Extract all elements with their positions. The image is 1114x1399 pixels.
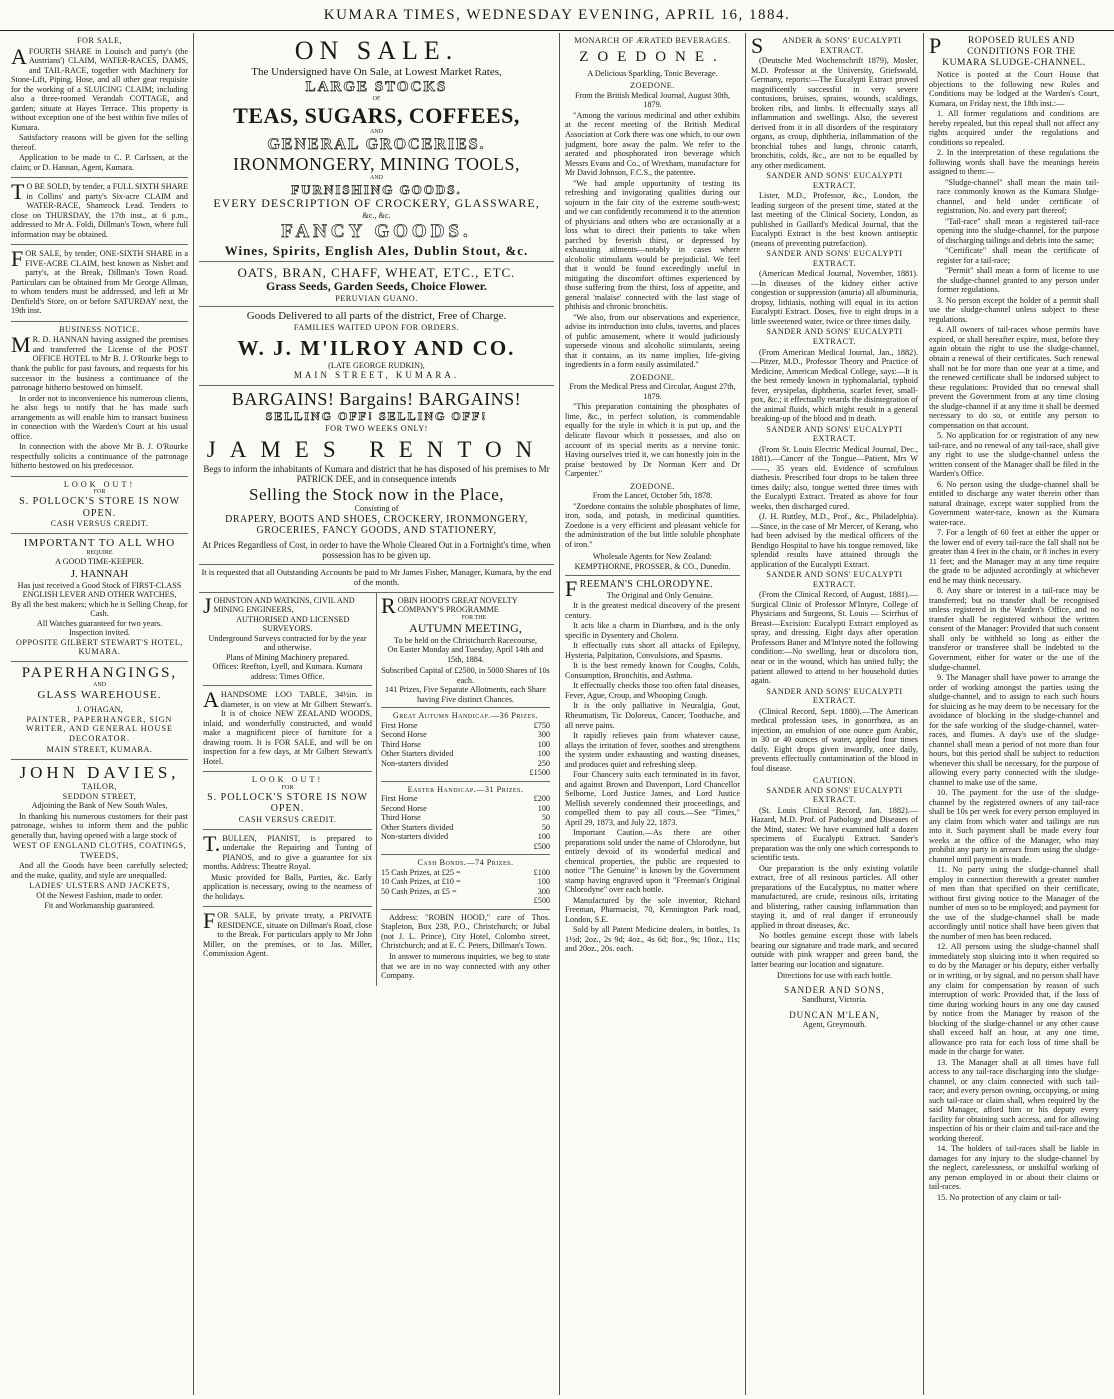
prize-label: First Horse: [381, 720, 418, 730]
ad-subheading: ZOEDONE.: [630, 481, 675, 491]
ad-heading: LOOK OUT!: [63, 479, 136, 489]
ad-subheading: SANDER AND SONS' EUCALYPTI EXTRACT.: [766, 171, 903, 190]
prize-label: Other Starters divided: [381, 749, 454, 759]
ad-text: LADIES' ULSTERS AND JACKETS,: [29, 881, 170, 891]
prize-row: [381, 721, 550, 731]
ad-private-residence: [203, 907, 372, 964]
ad-text: KEMPTHORNE, PROSSER, & CO., Dunedin.: [574, 561, 731, 571]
ad-body: FOR SALE, by tender, ONE-SIXTH SHARE in a FIVE-ACRE CLAIM, best known as Nisbet and party's, at the Break, Dillman's Town Road. Particulars can be obtained from Mr George Allman, to whom tenders must be addressed, and left at Mr Denfield's Store, on or before SATURDAY next, the 19th inst.: [11, 246, 188, 316]
ad-loo-table: [203, 686, 372, 772]
prize-table-total: £500: [533, 841, 550, 851]
ad-heading: FREEMAN'S CHLORODYNE.: [565, 576, 714, 602]
prize-label: Second Horse: [381, 803, 427, 813]
prize-value: 50: [541, 813, 550, 823]
ad-text: CASH VERSUS CREDIT.: [238, 815, 337, 825]
ad-body: In thanking his numerous customers for their past patronage, wishes to inform them and the public generally that, having opened with a large stock of: [11, 811, 188, 840]
ad-text: Subscribed Capital of £2500, in 5000 Shares of 10s each.: [381, 666, 550, 685]
ad-body: Sold by all Patent Medicine dealers, in bottles, 1s 1½d; 2oz., 2s 9d; 4oz., 4s 6d; 8oz., 9s; 10oz., 11s; and 20oz., 20s. each.: [565, 925, 740, 954]
ad-text: FOR THE: [461, 614, 487, 621]
ad-text: CASH VERSUS CREDIT.: [50, 519, 149, 529]
ad-body: And all the Goods have been carefully selected; and the make, quality, and style are unequalled.: [11, 861, 188, 880]
ad-tender-nisbet: [11, 245, 188, 322]
prize-table-heading: Cash Bonds.—74 Prizes.: [417, 858, 514, 868]
notice-rule: 13. The Manager shall at all times have full access to any tail-race discharging into the sludge-channel, or any claim connected with such tail-race; and every person owning, occupying, or using such tail-race or claim shall, when required by the said Manager, afford him or his deputy every facility for obtaining such access, and for allowing inspection of his or their claim and tail-race and the working thereof.: [929, 1057, 1099, 1143]
ad-text: Adjoining the Bank of New South Wales,: [31, 801, 168, 811]
prize-label: Second Horse: [381, 730, 427, 740]
ad-text: The Original and Only Genuine.: [606, 590, 713, 600]
page-columns: [6, 33, 1108, 1395]
ad-title: GENERAL GROCERIES.: [267, 135, 486, 153]
notice-rule: 8. Any share or interest in a tail-race may be transferred; but no transfer shall be recognised unless registered in the Warden's Office, and no transfer shall be registered without the written consent of the Manager: Provided that such consent shall only be withheld so long as either the transferor or transferee shall be indebted to the Government, either for water or the use of the sludge-channel.: [929, 586, 1099, 672]
ad-heading: ON SALE.: [294, 36, 459, 65]
prize-value: £750: [533, 720, 550, 730]
ad-text: A GOOD TIME-KEEPER.: [55, 556, 144, 566]
ad-title: TEAS, SUGARS, COFFEES,: [233, 103, 520, 129]
prize-label: Third Horse: [381, 739, 421, 749]
ad-zoedone: [565, 33, 740, 576]
ad-subheading: SANDER AND SONS' EUCALYPTI EXTRACT.: [766, 249, 903, 268]
column-4: [746, 33, 924, 1395]
ad-body: "Among the various medicinal and other exhibits at the recent meeting of the British Medical Association at Cork there was one which, to our own judgment, bore away the palm. We refer to the aerated and phosphorated iron beverage which Messrs Evans and Co., of Wrexham, manufacture for Mr David Johnson, F.C.S., the patentee.: [565, 110, 740, 178]
ad-text: Inspection invited.: [69, 628, 130, 638]
ad-subheading: SANDER AND SONS' EUCALYPTI EXTRACT.: [766, 686, 903, 706]
ad-firm-name: W. J. M'ILROY AND CO.: [237, 336, 516, 361]
ad-text: 141 Prizes, Five Separate Allotments, each Share having Five distinct Chances.: [385, 685, 546, 704]
prize-row: [381, 877, 550, 887]
notice-body: Notice is posted at the Court House that objections to the following new Rules and Conditions may be lodged at the Warden's Court, Kumara, on Friday next, the 18th inst.:—: [929, 70, 1099, 108]
prize-row: [381, 823, 550, 833]
ad-text: FOR TWO WEEKS ONLY!: [325, 423, 428, 433]
ad-heading: IMPORTANT TO ALL WHO: [23, 536, 176, 549]
prize-row: [381, 868, 550, 878]
ad-text: Begs to inform the inhabitants of Kumara and district that he has disposed of his premises to Mr PATRICK DEE, and in consequence intends: [203, 463, 550, 485]
prize-row: [381, 794, 550, 804]
notice-rule: 5. No application for or registration of any new tail-race, and no renewal of any tail-race, shall give any right to use the sludge-channel unless the written consent of the Manager shall be filed in the Warden's Office.: [929, 431, 1099, 479]
ad-body: Manufactured by the sole inventor, Richard Freeman, Pharmacist, 70, Kennington Park road, London, S.E.: [565, 895, 740, 924]
notice-rule: 14. The holders of tail-races shall be liable in damages for any injury to the sludge-channel by the neglect, carelessness, or unskilful working of any person employed in or about their claims or tail-races.: [929, 1144, 1099, 1192]
column-2-lower: [199, 593, 554, 986]
ad-body: In order not to inconvenience his numerous clients, he also begs to notify that he has made such arrangements as will enable him to transact business in connection with the Warden's Court at his usual office.: [11, 393, 188, 441]
ad-johnston-watkins: [203, 593, 372, 687]
ad-business-notice: [11, 322, 188, 477]
prize-value: 100: [537, 877, 550, 887]
prize-value: 100: [537, 749, 550, 759]
ad-body: FOR SALE, by private treaty, a PRIVATE RESIDENCE, situate on Dillman's Road, close to the Break. For particulars apply to Mr John Miller, on the premises, or to Jas. Miller, Commission Agent.: [203, 908, 372, 959]
ad-body: (J. H. Ruttley, M.D., Prof., &c., Philadelphia).—Since, in the case of Mr Mercer, of Kerang, who had been advised by the medical officers of the Bendigo Hospital to have his tongue removed, like splendid results have attained through the application of the Eucalypti Extract.: [751, 512, 918, 569]
ad-title: JAMES RENTON: [206, 437, 547, 463]
ad-text: Grass Seeds, Garden Seeds, Choice Flower.: [266, 278, 487, 293]
ad-text: Directions for use with each bottle.: [776, 970, 893, 980]
ad-text: Agent, Greymouth.: [802, 1020, 867, 1030]
notice-definition: "Permit" shall mean a form of license to use the sludge-channel granted to any person under former regulations.: [937, 266, 1099, 295]
ad-text: FOR: [93, 489, 106, 496]
ad-text: To be held on the Christchurch Racecourse,: [394, 635, 537, 645]
prize-table-total: £500: [533, 896, 550, 906]
ad-body: No bottles genuine except those with labels bearing our signature and trade mark, and secured outside with pink wrapper and green band, the latter bearing our location and signature.: [751, 931, 918, 969]
ad-subheading: SANDER AND SONS' EUCALYPTI EXTRACT.: [766, 424, 903, 444]
ad-body: It is the only palliative in Neuralgia, Gout, Rheumatism, Tic Doloreux, Cancer, Toothache, and all nerve pains.: [565, 701, 740, 730]
ad-body: In connection with the above Mr B. J. O'Rourke respectfully solicits a continuance of the patronage hitherto bestowed on his predecessor.: [11, 442, 188, 471]
ad-body: Important Caution.—As there are other preparations sold under the name of Chlorodyne, but entirely devoid of its wonderful medical and chemical properties, the public are requested to notice "The Genuine" is known by the Government stamp having engraved upon it "Freeman's Original Chlorodyne" over each bottle.: [565, 828, 740, 895]
ad-text: Wholesale Agents for New Zealand:: [592, 552, 713, 562]
ad-text: Selling the Stock now in the Place,: [249, 484, 504, 504]
ad-text: Plans of Mining Machinery prepared.: [225, 652, 349, 662]
ad-text: At Prices Regardless of Cost, in order to have the Whole Cleared Out in a Fortnight's time, when possession has to be given up.: [202, 540, 551, 561]
ad-text: Sandhurst, Victoria.: [801, 995, 868, 1005]
ad-text: MAIN STREET, KUMARA.: [293, 370, 460, 381]
ad-body: (Deutsche Med Wochenschrift 1879), Mosler, M.D. Professor at the University, Griefswald, Germany, reports:—The Eucalypti Extract proved magnificently successful in very severe contusions, bruises, sprains, wounds, scaldings, broken ribs, and limbs. It effectually stays all inflammation and swellings. Also, the severest derived from it in all disorders of the respiratory organs, as croup, diphtheria, inflammation of the bronchial tubes and lungs, chronic catarrh, bronchitis, colds, &c., are not to be equalled by any other medicament.: [751, 56, 918, 170]
ad-text: FOR: [281, 784, 294, 791]
ad-text: Goods Delivered to all parts of the district, Free of Charge.: [246, 310, 507, 323]
ad-body: Our preparation is the only existing volatile extract, free of all resinous particles. All other preparations of the Eucalyptus, no matter where manufactured, are crude, resinous oils, irritating and blistering, rather causing inflammation than staying it, and of real danger if erroneously applied in throat diseases, &c.: [751, 863, 918, 930]
ad-text: Underground Surveys contracted for by the year and otherwise.: [208, 633, 367, 653]
notice-rule: 11. No party using the sludge-channel shall employ in connection therewith a greater number of men than that specified on their certificate, without first giving notice to the Manager of the number of men so to be employed; and payment for the use of the sludge-channel shall be made accordingly until notice shall have been given that the number of men has been reduced.: [929, 865, 1099, 941]
ad-hannah-watches: [11, 534, 188, 662]
ad-subheading: CAUTION.: [813, 776, 856, 786]
ad-title: ZOEDONE.: [579, 48, 726, 65]
ad-title: AUTUMN MEETING,: [409, 620, 522, 635]
ad-title: J. O'HAGAN,: [76, 705, 123, 715]
ad-body: It effectually cuts short all attacks of Epilepsy, Hysteria, Palpitation, Convulsions, and Spasms.: [565, 641, 740, 660]
ad-body: T.BULLEN, PIANIST, is prepared to undertake the Repairing and Tuning of PIANOS, and to give a guarantee for six months. Address: Theatre Royal.: [203, 830, 372, 872]
ad-source: From the British Medical Journal, August 30th, 1879.: [574, 90, 731, 110]
ad-text: OF: [372, 96, 381, 103]
notice-rule: 4. All owners of tail-races whose permits have expired, or shall hereafter expire, must, before they again obtain the right to use the sludge-channel, obtain a renewal of their certificates. Such renewal shall not be for more than one year at a time, and the renewed certificate shall be indorsed subject to these regulations: Provided that no renewal shall prevent the Government from at any time closing the sludge-channel if at any time it shall be deemed necessary to do so, or entitle any person to compensation on that account.: [929, 325, 1099, 430]
ad-heading: MONARCH OF ÆRATED BEVERAGES.: [574, 36, 731, 45]
notice-definition: "Certificate" shall mean the certificate of register for a tail-race;: [937, 246, 1099, 265]
ad-subheading: ZOEDONE.: [630, 81, 675, 91]
prize-value: 50: [541, 822, 550, 832]
prize-label: 50 Cash Prizes, at £5 =: [381, 886, 457, 896]
ad-sander-eucalypti: [751, 33, 918, 1034]
ad-title: S. POLLOCK'S STORE IS NOW OPEN.: [19, 496, 180, 519]
column-3: [560, 33, 746, 1395]
prize-row: [381, 749, 550, 759]
ad-heading: ROBIN HOOD'S GREAT NOVELTY COMPANY'S PROGRAMME: [381, 592, 518, 618]
prize-row: [381, 740, 550, 750]
notice-rule: 3. No person except the holder of a permit shall use the sludge-channel unless subject to these regulations.: [929, 295, 1099, 324]
ad-body: It effectually checks those too often fatal diseases, Fever, Ague, Croup, and Whooping Cough.: [565, 681, 740, 700]
ad-text: All Watches guaranteed for two years.: [36, 618, 163, 628]
ad-body: (Clinical Record, Sept. 1880).—The American medical profession uses, in gonorrhœa, as an injection, an emulsion of one ounce gum Arabic, in 30 or 40 ounces of water, applied four times daily. Eight drops given inwardly, once daily, prevents effectually contamination of the blood in foul disease.: [751, 706, 918, 773]
ad-text: Consisting of: [354, 504, 399, 514]
prize-value: 100: [537, 832, 550, 842]
prize-table-eh: [381, 794, 550, 842]
prize-value: 100: [537, 803, 550, 813]
ad-text: AND: [370, 175, 383, 182]
ad-text: &c., &c.: [362, 211, 391, 221]
ad-body: Music provided for Balls, Parties, &c. Early application is necessary, owing to the nearness of the holidays.: [203, 872, 372, 901]
ad-source: From the Medical Press and Circular, August 27th, 1879.: [569, 382, 736, 401]
prize-label: Non-starters divided: [381, 832, 449, 842]
notice-rule: 2. In the interpretation of these regulations the following words shall have the meanings herein assigned to them:—: [929, 148, 1099, 177]
ad-john-davies: [11, 760, 188, 914]
ad-text: AUTHORISED AND LICENSED SURVEYORS.: [236, 614, 350, 634]
ad-body: (American Medical Journal, November, 1881).—In diseases of the kidney either active congestion or suppression (anuria) all albuminuria, dropsy, lithiasis, nothing will equal in its action Eucalypti Extract. Doses, five to eight drops in a little sweetened water, twice or three times daily.: [751, 269, 918, 326]
ad-title: FURNISHING GOODS.: [291, 182, 462, 198]
notice-rule: 10. The payment for the use of the sludge-channel by the registered owners of any tail-race shall be 10s per week for every person employed in any claim from which water and tailings are run into it. Such payment shall be made every four weeks at the office of the Manager, who may prohibit any party in arrears from using the sludge-channel until payment is made.: [929, 788, 1099, 864]
ad-text: It is requested that all Outstanding Accounts be paid to Mr James Fisher, Manager, Kumara, by the end of the month.: [201, 566, 552, 587]
ad-body: "This preparation containing the phosphates of lime, &c., in perfect solution, is commendable equally for the style in which it is put up, and the delicate flavour which it possesses, and also on account of its special merits as a nervine tonic. Having ourselves tried it, we can honestly join in the praise bestowed by Dr Norman Kerr and Dr Carpenter.": [565, 402, 740, 479]
ad-text: AND: [93, 682, 106, 689]
ad-text: SELLING OFF! SELLING OFF!: [265, 408, 488, 423]
ad-heading: JOHNSTON AND WATKINS, CIVIL AND MINING ENGINEERS,: [203, 592, 355, 618]
prize-value: 300: [537, 730, 550, 740]
prize-row: [381, 730, 550, 740]
ad-body: In answer to numerous inquiries, we beg to state that we are in no way connected with any other Company.: [381, 952, 550, 981]
prize-table-cb: [381, 868, 550, 897]
ad-subheading: SANDER AND SONS' EUCALYPTI EXTRACT.: [766, 327, 903, 346]
prize-label: First Horse: [381, 794, 418, 804]
notice-rule: 12. All persons using the sludge-channel shall immediately stop sluicing into it when required so to do by the Manager or his deputy, either verbally or in writing, or by signal, and no person shall have any claim for compensation by reason of such interruption of work: Provided that, if the loss of time during working hours in any one day caused by notice from the Manager by reason of the blocking of the sludge-channel or any other cause shall exceed half an hour, at any one time, allowance pro rata for each loss of time shall be made in the charge for water.: [929, 942, 1099, 1057]
prize-row: [381, 887, 550, 897]
prize-label: Other Starters divided: [381, 822, 454, 832]
ad-body: Lister, M.D., Professor, &c., London, the leading surgeon of the present time, stated at the last meeting of the Clinical Society, London, as published in Gaillard's Medical Journal, that the Eucalypti Extract is the best known antiseptic (means of preventing putrefaction).: [751, 191, 918, 248]
ad-subheading: ZOEDONE.: [630, 372, 675, 382]
ad-text: OATS, BRAN, CHAFF, WHEAT, ETC., ETC.: [237, 264, 516, 280]
ad-text: A Delicious Sparkling, Tonic Beverage.: [587, 68, 718, 78]
ad-claim-for-sale: [11, 33, 188, 178]
prize-label: Third Horse: [381, 813, 421, 823]
notice-rule: 9. The Manager shall have power to arrange the order of working amongst the parties using the sludge-channel, and to assign to each such hours for sluicing as he may deem to be necessary for the avoidance of blocking in the sludge-channel and for the safe working of the sludge-channel, water-races, and flumes. A day's use of the sludge-channel shall mean a period of not more than four hours, but this period shall be subject to reduction whenever this shall be necessary, for the purpose of allowing every party connected with the sludge-channel to make use of the same.: [929, 673, 1099, 787]
notice-rule: 6. No person using the sludge-channel shall be entitled to discharge any water therein other than natural drainage, except water supplied from the Government water-race, known as the Kumara water-race.: [929, 479, 1099, 527]
ad-subheading: SANDER AND SONS' EUCALYPTI EXTRACT.: [766, 785, 903, 805]
ad-bullen-pianist: [203, 830, 372, 908]
ad-body: "Zoedone contains the soluble phosphates of lime, iron, soda, and potash, in medicinal quantities. Zoedone is a very efficient and pleasant vehicle for the administration of the but little soluble phosphate of iron.": [565, 501, 740, 549]
prize-row: [381, 759, 550, 769]
ad-pollock-store: [11, 477, 188, 534]
ad-subheading: SANDER AND SONS' EUCALYPTI EXTRACT.: [766, 570, 903, 589]
ad-body: "We also, from our observations and experience, advise its introduction into clubs, taverns, and places of public amusement, where it would judiciously supersede vinous and alcoholic stimulants, seeing that it contains, as its name implies, life-giving ingredients in a form easily assimilated.": [565, 312, 740, 370]
ad-title: IRONMONGERY, MINING TOOLS,: [232, 154, 521, 175]
ad-text: REQUIRE: [86, 549, 113, 556]
ad-title: J. HANNAH: [70, 568, 129, 581]
ad-text: On Easter Monday and Tuesday, April 14th and 15th, 1884.: [387, 645, 544, 664]
ad-body: Application to be made to C. P. Carlssen, at the claim; or D. Hannan, Agent, Kumara.: [11, 153, 188, 172]
ad-body: It rapidly relieves pain from whatever cause, allays the irritation of fever, soothes and strengthens the system under exhausting and wasting diseases, and produces quiet and refreshing sleep.: [565, 731, 740, 769]
ad-text: LARGE STOCKS: [305, 78, 448, 95]
prize-row: [381, 813, 550, 823]
notice-definition: "Tail-race" shall mean a registered tail-race opening into the sludge-channel, for the purpose of discharging tailings and debris into the same;: [937, 216, 1099, 245]
ad-body: Address: "ROBIN HOOD," care of Thos. Stapleton, Box 238, P.O., Christchurch; or Jubal (not J. L. Prince), City Hotel, Colombo street, Christchurch; and at E. C. Peters, Dillman's Town.: [381, 912, 550, 951]
prize-table-heading: Great Autumn Handicap.—36 Prizes.: [392, 711, 539, 721]
notice-heading: PROPOSED RULES AND CONDITIONS FOR THE KUMARA SLUDGE-CHANNEL.: [929, 33, 1086, 69]
prize-table-gah: [381, 721, 550, 769]
notice-sludge-channel-rules: [929, 33, 1099, 1207]
ad-mcilroy: [199, 33, 554, 386]
ad-text: Fit and Workmanship guaranteed.: [44, 900, 155, 910]
ad-heading: BUSINESS NOTICE.: [59, 324, 140, 334]
column-2: [194, 33, 560, 1395]
ad-text: (LATE GEORGE RUDKIN),: [328, 360, 425, 370]
ad-body: Four Chancery suits each terminated in its favor, and against Brown and Davenport, Lord Chancellor Selborne, Lord Justice James, and Lord Justice Mellish severely condemned their proceedings, and compelled them to pay all costs.—See "Times," April 29, 1873, and July 22, 1873.: [565, 770, 740, 827]
prize-table-total: £1500: [529, 768, 550, 778]
ad-text: WEST OF ENGLAND CLOTHS, COATINGS, TWEEDS,: [12, 841, 187, 860]
ad-text: OPPOSITE GILBERT STEWART'S HOTEL, KUMARA.: [16, 637, 183, 657]
ad-freemans-chlorodyne: [565, 576, 740, 959]
prize-value: 300: [537, 886, 550, 896]
ad-signature: DUNCAN M'LEAN,: [789, 1009, 880, 1020]
ad-heading: GLASS WAREHOUSE.: [37, 689, 162, 702]
prize-label: 15 Cash Prizes, at £25 =: [381, 867, 461, 877]
ad-text: Offices: Reefton, Lyell, and Kumara. Kumara address: Times Office.: [212, 662, 363, 681]
notice-rule: 15. No protection of any claim or tail-: [937, 1192, 1062, 1202]
ad-title: FANCY GOODS.: [281, 220, 472, 242]
ad-heading: SANDER & SONS' EUCALYPTI EXTRACT.: [751, 33, 902, 58]
ad-body: (St. Louis Clinical Record, Jan. 1882).—Hazard, M.D. Prof. of Pathology and Diseases of the Mind, states: We have examined half a dozen specimens of Eucalypti Extract. Sander's preparation was the only one which corresponds to scientific tests.: [751, 805, 918, 863]
ad-body: (From the Clinical Record, of August, 1881).—Surgical Clinic of Professor M'Intyre, College of Physicians and Surgeons, St. Louis — Scirrhus of Breast—Excision: Eucalypti Extract employed as spray, and dressing. Eight days after operation Professors Baner and M'Intyre noted the following condition:—No swelling, heat or discolora tion, near or in the wound, which has united fully; the patient allowed to attend to her household duties again.: [751, 590, 918, 686]
ad-heading: BARGAINS! Bargains! BARGAINS!: [231, 388, 522, 409]
prize-label: 10 Cash Prizes, at £10 =: [381, 877, 461, 887]
ad-heading: LOOK OUT!: [251, 775, 324, 785]
prize-row: [381, 804, 550, 814]
prize-value: £200: [533, 794, 550, 804]
ad-tender-collins: [11, 178, 188, 245]
ad-body: (From St. Louis Electric Medical Journal, Dec., 1881).—Cancer of the Tongue—Patient, Mrs W——, 35 years old. Evidence of scrofulous diathesis. Prescribed four drops to be taken three times daily; also, tongue wetted three times with the Eucalypti Extract. Treated as above for four weeks, then discharged cured.: [751, 444, 918, 511]
ad-body: It acts like a charm in Diarrhœa, and is the only specific in Dysentery and Cholera.: [565, 621, 740, 640]
ad-body: (From American Medical Journal, Jan., 1882).—Pitzer, M.D., Professor Theory and Practice of Medicine, American Medical College, says:—It is the best remedy known in typhomalarial, typhoid fever, erysipelas, diphtheria, scarlet fever, small-pox, &c.; it effectually retards the disintegration of the animal fluids, which might result in a general breaking-up of the blood and in death.: [751, 347, 918, 424]
ad-heading: JOHN DAVIES,: [19, 762, 180, 782]
ad-text: The Undersigned have On Sale, at Lowest Market Rates,: [251, 66, 502, 79]
ad-body: MR. D. HANNAN having assigned the premises and transferred the License of the POST OFFICE HOTEL to Mr B. J. O'Rourke begs to thank the public for past favours, and requests for his successor in the business a continuance of the patronage hitherto bestowed on himself.: [11, 332, 188, 393]
ad-title: S. POLLOCK'S STORE IS NOW OPEN.: [207, 791, 368, 815]
ad-body: TO BE SOLD, by tender, a FULL SIXTH SHARE in Collins' and party's Six-acre CLAIM and WATER-RACE, Shamrock Lead. Tenders to close on THURSDAY, the 17th inst., at 6 p.m., addressed to Mr A. Foldi, Dillman's Town, where full information may be obtained.: [11, 179, 188, 239]
ad-robin-hood: [381, 593, 550, 986]
ad-body: AFOURTH SHARE in Louisch and party's (the Austrians') CLAIM, WATER-RACES, DAMS, and TAIL-RACE, together with Machinery for Stone-Lift, Piping, Hose, and all other gear requisite for the working of a SLUICING CLAIM; including also a three-roomed Verandah COTTAGE, and garden; situate at Hayes Terrace. This property is without exception one of the best within five miles of Kumara.: [11, 43, 188, 132]
ad-heading: FOR SALE,: [77, 36, 122, 45]
ad-text: PERUVIAN GUANO.: [335, 293, 418, 303]
ad-text: AND: [370, 128, 383, 135]
ad-text: Has just received a Good Stock of FIRST-CLASS ENGLISH LEVER AND OTHER WATCHES,: [17, 580, 182, 600]
ad-text: By all the best makers; which he is Selling Cheap, for Cash.: [11, 599, 188, 619]
ad-text: MAIN STREET, KUMARA.: [46, 745, 153, 755]
column-1: [6, 33, 194, 1395]
prize-value: £100: [533, 867, 550, 877]
ad-signature: SANDER AND SONS,: [784, 985, 885, 996]
ad-body: It is the best remedy known for Coughs, Colds, Consumption, Bronchitis, and Asthma.: [565, 661, 740, 680]
prize-value: 100: [537, 739, 550, 749]
prize-table-heading: Easter Handicap.—31 Prizes.: [407, 784, 524, 794]
prize-value: 250: [537, 758, 550, 768]
prize-row: [381, 832, 550, 842]
masthead: KUMARA TIMES, WEDNESDAY EVENING, APRIL 16, 1884.: [0, 0, 1114, 31]
notice-rule: 1. All former regulations and conditions are hereby repealed, but this repeal shall not affect any rights acquired under the regulations and conditions so repealed.: [929, 109, 1099, 147]
ad-source: From the Lancet, October 5th, 1878.: [592, 491, 713, 501]
ad-text: PAINTER, PAPERHANGER, SIGN WRITER, AND GENERAL HOUSE DECORATOR.: [25, 714, 174, 743]
ad-text: SEDDON STREET,: [62, 791, 137, 801]
column-2-lower-left: [199, 593, 377, 986]
notice-definition: "Sludge-channel" shall mean the main tail-race commonly known as the Kumara Sludge-channel, and held under certificate of registration, No. and every part thereof;: [937, 177, 1099, 216]
prize-label: Non-starters divided: [381, 758, 449, 768]
ad-text: TAILOR,: [82, 782, 117, 792]
ad-text: FAMILIES WAITED UPON FOR ORDERS.: [293, 322, 460, 332]
ad-body: Satisfactory reasons will be given for the selling thereof.: [11, 133, 188, 152]
ad-renton: [199, 386, 554, 593]
ad-pollock-store-2: [203, 772, 372, 829]
ad-text: EVERY DESCRIPTION OF CROCKERY, GLASSWARE,: [213, 196, 540, 211]
column-2-lower-right: [377, 593, 554, 986]
ad-ohagan: [11, 662, 188, 760]
ad-body: "We had ample opportunity of testing its refreshing and invigorating qualities during our sojourn in the fair city of the extreme south-west; and we can confidently recommend it to the attention of physicians and others who are occasionally at a loss what to direct their patients to take when parched by feverish thirst, or depressed by exhausting ailments—notably in cases where alcoholic stimulants would be prejudicial. We feel that it would be found exceedingly useful in mitigating the discomfort oftimes experienced by those suffering from the thirst, loss of appetite, and general 'malaise' connected with the last stage of phthisis and chronic bronchitis.: [565, 178, 740, 312]
ad-body: It is the greatest medical discovery of the present century.: [565, 601, 740, 620]
ad-text: DRAPERY, BOOTS AND SHOES, CROCKERY, IRONMONGERY, GROCERIES, FANCY GOODS, AND STATIONERY,: [225, 513, 528, 537]
ad-text: Wines, Spirits, English Ales, Dublin Stout, &c.: [224, 242, 529, 258]
ad-text: Of the Newest Fashion, made to order.: [36, 890, 163, 900]
ad-body: AHANDSOME LOO TABLE, 34½in. in diameter, is on view at Mr Gilbert Stewart's. It is of choice NEW ZEALAND WOODS, inlaid, and wonderfully constructed, and would make a magnificent piece of furniture for a drawing room. It is FOR SALE, and will be on inspection for a few days, at Mr Gilbert Stewart's Hotel.: [203, 687, 372, 766]
ad-heading: PAPERHANGINGS,: [21, 664, 178, 681]
notice-rule: 7. For a length of 60 feet at either the upper or the lower end of every tail-race the fall shall not be greater than 4 feet in the chain, or 8 inches in every 11 feet; and the Manager may at any time require the grade to be adjusted accordingly at whichever end he may think necessary.: [929, 528, 1099, 585]
column-5: [924, 33, 1104, 1395]
